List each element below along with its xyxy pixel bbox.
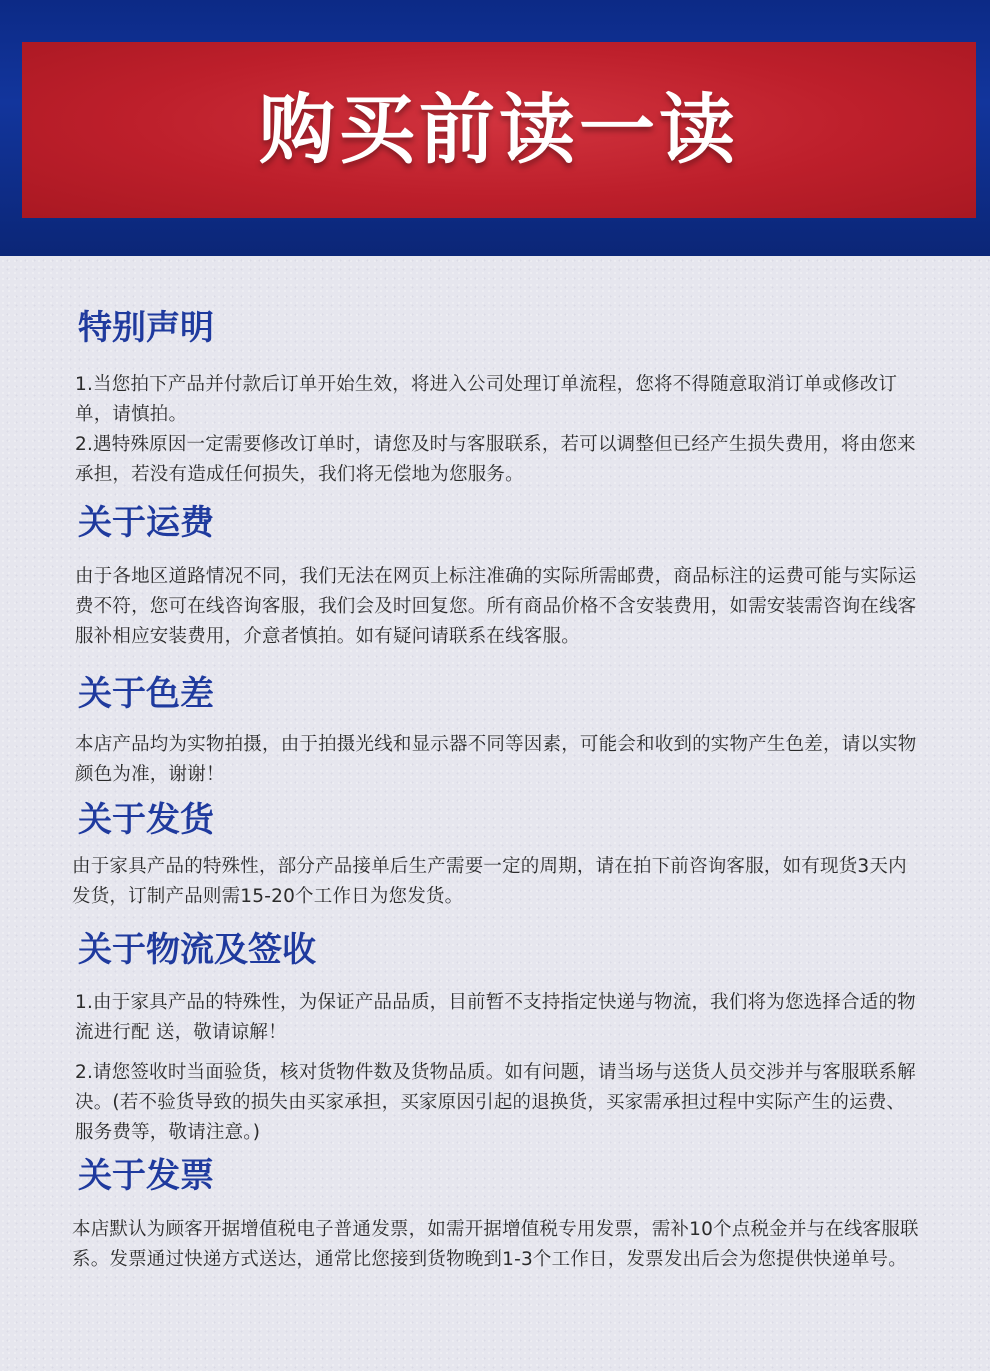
header-banner [22, 42, 976, 218]
section-paragraph: 1.由于家具产品的特殊性，为保证产品品质，目前暂不支持指定快递与物流，我们将为您选择合适的物流进行配 送，敬请谅解！ [75, 992, 916, 1043]
header-band [0, 0, 990, 256]
section-paragraph: 2.请您签收时当面验货，核对货物件数及货物品质。如有问题，请当场与送货人员交涉并与客服联系解决。(若不验货导致的损失由买家承担，买家原因引起的退换货，买家需承担过程中实际产生的运费、服务费等，敬请注意。) [75, 1062, 916, 1143]
section-paragraph: 由于各地区道路情况不同，我们无法在网页上标注准确的实际所需邮费，商品标注的运费可能与实际运费不符，您可在线咨询客服，我们会及时回复您。所有商品价格不含安装费用，如需安装需咨询在线客服补相应安装费用，介意者慎拍。如有疑问请联系在线客服。 [75, 566, 917, 647]
section-paragraph: 由于家具产品的特殊性，部分产品接单后生产需要一定的周期，请在拍下前咨询客服，如有现货3天内发货，订制产品则需15-20个工作日为您发货。 [72, 856, 907, 907]
section-title-invoice: 关于发票 [78, 1156, 214, 1196]
section-paragraph: 本店产品均为实物拍摄，由于拍摄光线和显示器不同等因素，可能会和收到的实物产生色差，请以实物颜色为准，谢谢！ [75, 734, 917, 785]
section-paragraph: 2.遇特殊原因一定需要修改订单时，请您及时与客服联系，若可以调整但已经产生损失费用，将由您来承担，若没有造成任何损失，我们将无偿地为您服务。 [75, 434, 916, 485]
section-paragraph: 本店默认为顾客开据增值税电子普通发票，如需开据增值税专用发票，需补10个点税金并与在线客服联系。发票通过快递方式送达，通常比您接到货物晚到1-3个工作日，发票发出后会为您提供快递单号。 [72, 1219, 919, 1270]
page-title: 购买前读一读 [259, 85, 739, 174]
section-title-color-difference: 关于色差 [78, 674, 214, 714]
section-title-special-statement: 特别声明 [78, 308, 214, 348]
section-paragraph: 1.当您拍下产品并付款后订单开始生效，将进入公司处理订单流程，您将不得随意取消订单或修改订单，请慎拍。 [75, 374, 898, 425]
section-title-delivery: 关于发货 [78, 800, 214, 840]
section-title-shipping-fee: 关于运费 [78, 503, 214, 543]
section-title-logistics-receipt: 关于物流及签收 [78, 930, 316, 970]
